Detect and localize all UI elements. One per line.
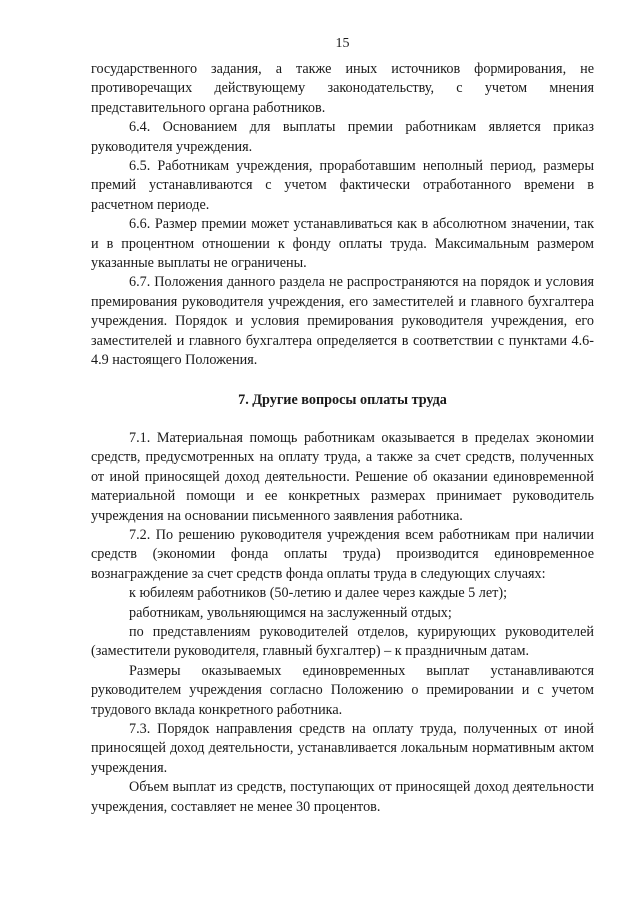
paragraph-7-1: 7.1. Материальная помощь работникам оказывается в пределах экономии средств, предусмотренных на оплату труда, а также за счет средств, полученных от иной приносящей доход деятельности. Решение об оказании единовременной материальной помощи и ее конкретных размерах принимает руководитель учреждения на основании письменного заявления работника.: [91, 429, 594, 524]
paragraph-payment-sizes: Размеры оказываемых единовременных выплат устанавливаются руководителем учреждения согласно Положению о премировании и с учетом трудового вклада конкретного работника.: [91, 662, 594, 718]
paragraph-7-3: 7.3. Порядок направления средств на оплату труда, полученных от иной приносящей доход деятельности, устанавливается локальным нормативным актом учреждения.: [91, 721, 594, 776]
list-item-holidays: по представлениям руководителей отделов, курирующих руководителей (заместители руководителя, главный бухгалтер) – к праздничным датам.: [91, 623, 594, 660]
paragraph-6-4: 6.4. Основанием для выплаты премии работникам является приказ руководителя учреждения.: [91, 119, 594, 155]
paragraph-7-2: 7.2. По решению руководителя учреждения всем работникам при наличии средств (экономии фонда оплаты труда) производится единовременное вознаграждение за счет средств фонда оплаты труда в следующих случаях:: [91, 526, 594, 582]
list-item-retirement: работникам, увольняющимся на заслуженный отдых;: [129, 604, 452, 621]
list-item-jubilee: к юбилеям работников (50-летию и далее через каждые 5 лет);: [129, 585, 508, 602]
page-number: 15: [335, 36, 350, 51]
paragraph-continuation: государственного задания, а также иных источников формирования, не противоречащих действующему законодательству, с учетом мнения представительного органа работников.: [91, 61, 594, 116]
paragraph-6-5: 6.5. Работникам учреждения, проработавшим неполный период, размеры премий устанавливаются с учетом фактически отработанного времени в расчетном периоде.: [91, 158, 594, 213]
paragraph-6-6: 6.6. Размер премии может устанавливаться как в абсолютном значении, так и в процентном отношении к фонду оплаты труда. Максимальным размером указанные выплаты не ограничены.: [91, 216, 594, 272]
paragraph-block-before: [91, 60, 594, 371]
section-title: 7. Другие вопросы оплаты труда: [238, 391, 447, 408]
paragraph-6-7: 6.7. Положения данного раздела не распространяются на порядок и условия премирования руководителя учреждения, его заместителей и главного бухгалтера учреждения. Порядок и условия премирования руководителя учреждения, его заместителей и главного бухгалтера определяется в соответствии с пунктами 4.6-4.9 настоящего Положения.: [91, 274, 594, 369]
paragraph-block-after: [91, 429, 594, 817]
paragraph-payment-volume: Объем выплат из средств, поступающих от приносящей доход деятельности учреждения, составляет не менее 30 процентов.: [91, 779, 594, 815]
document-page: [91, 34, 594, 817]
